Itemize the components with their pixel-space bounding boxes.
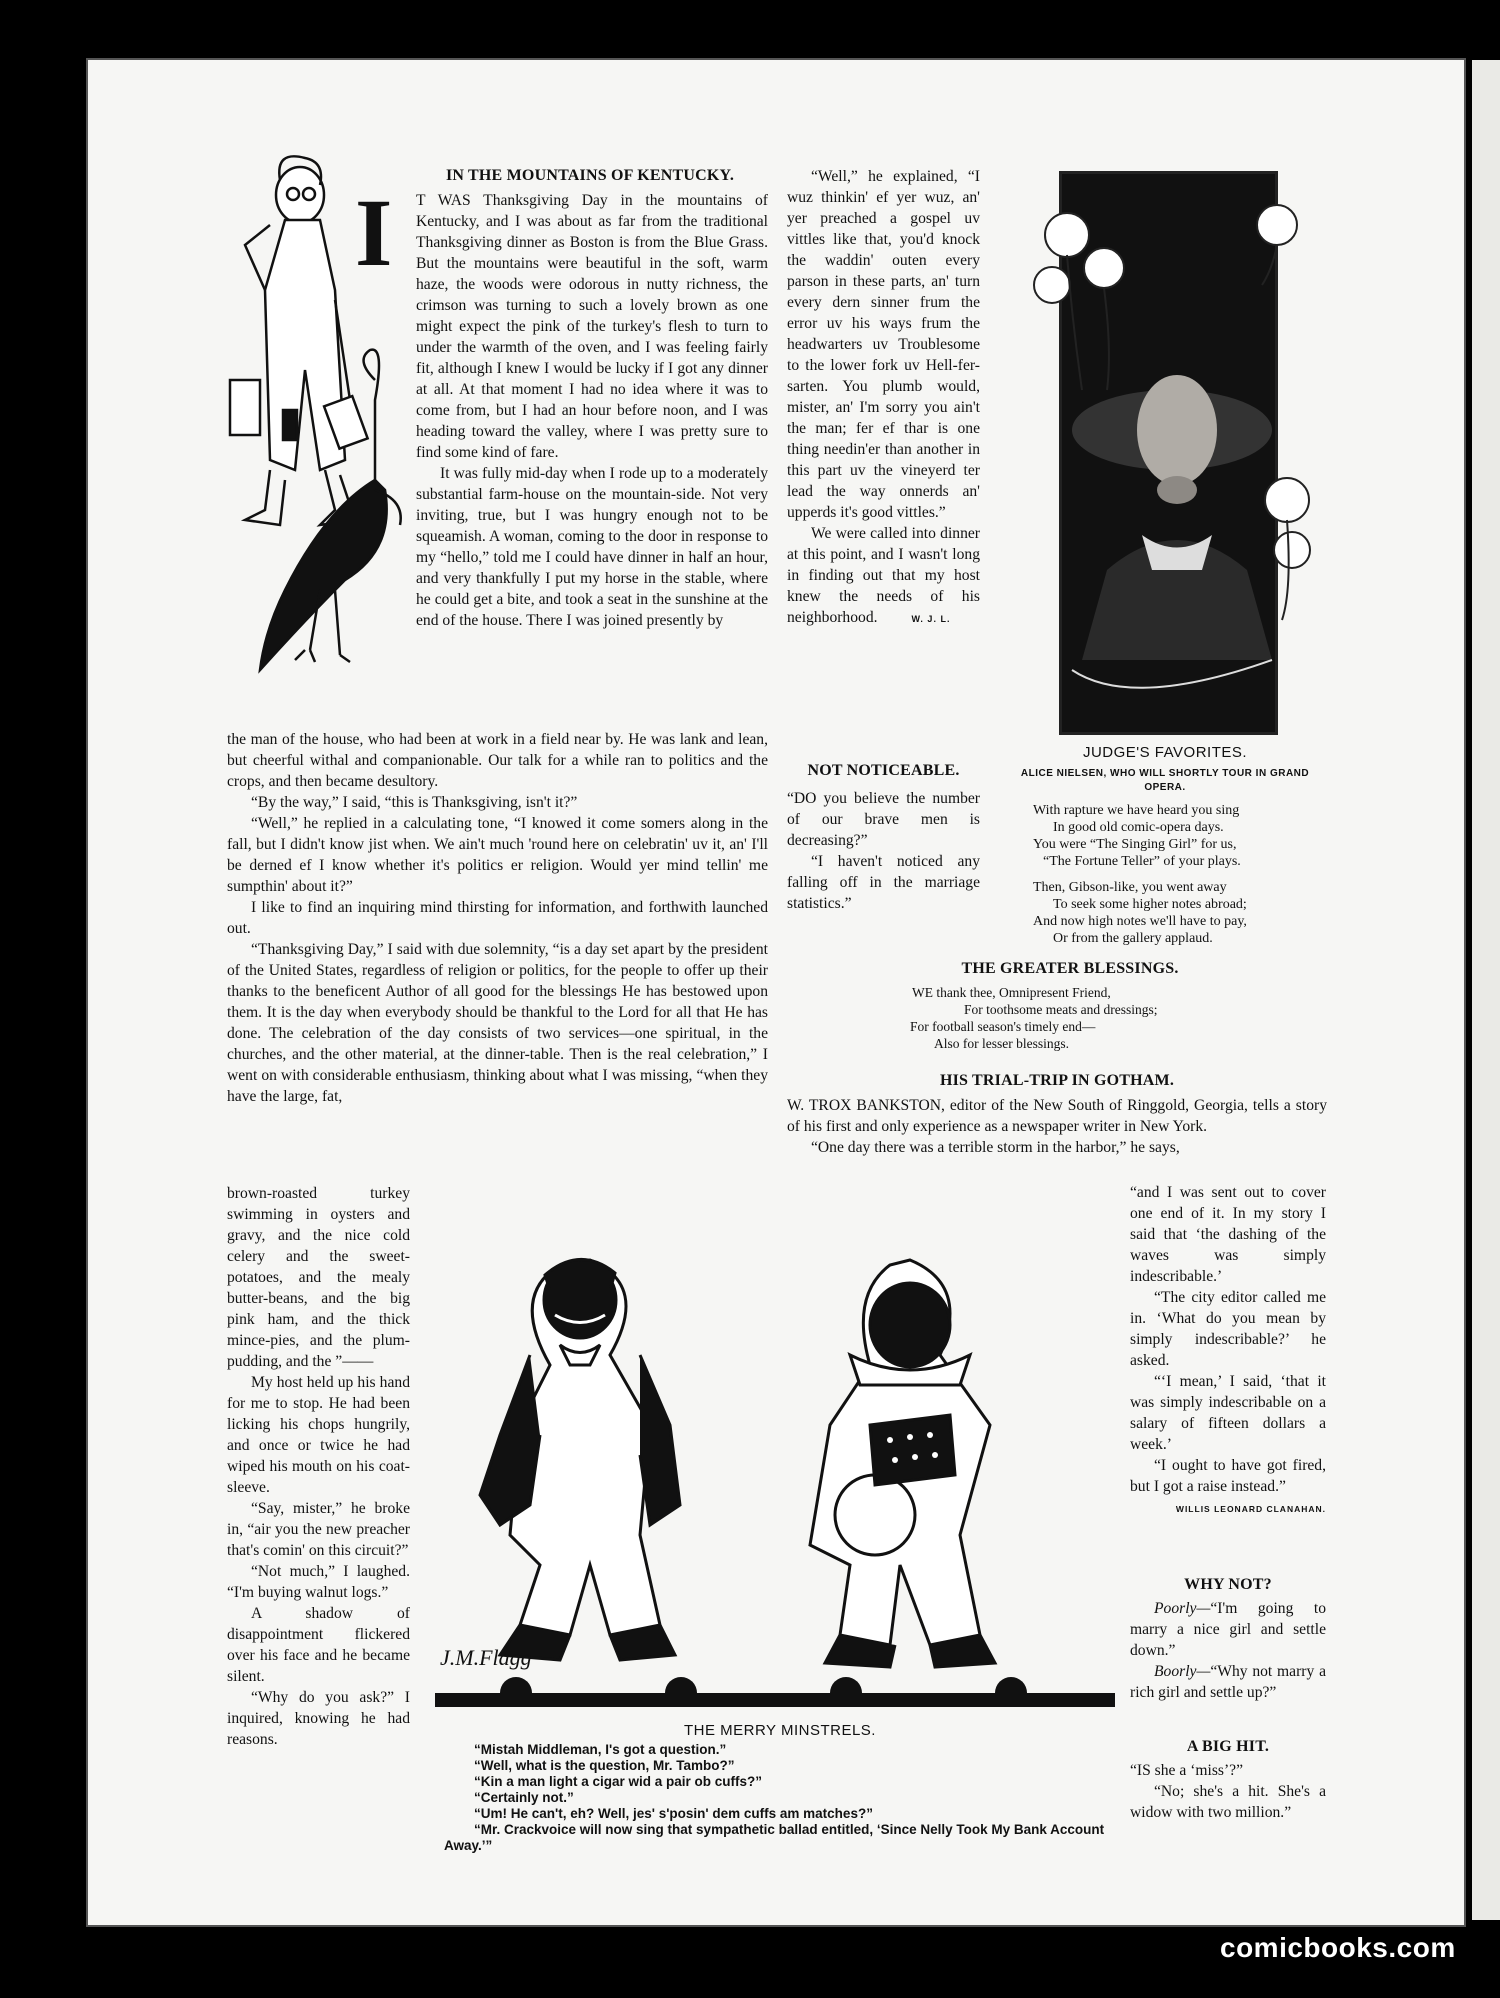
big-hit-para: “IS she a ‘miss’?” (1130, 1762, 1244, 1779)
why-not-para: Poorly—“I'm going to marry a nice girl and settle down.” (1130, 1600, 1326, 1659)
gotham-title: HIS TRIAL-TRIP IN GOTHAM. (939, 1072, 1175, 1089)
poem-line: Then, Gibson-like, you went away (1033, 880, 1227, 895)
drop-cap: I (355, 179, 393, 286)
kentucky-para: I like to find an inquiring mind thirsting for information, and forthwith launched out. (227, 899, 768, 937)
not-noticeable-para: “DO you believe the number of our brave men is decreasing?” (787, 790, 980, 849)
poem-line: WE thank thee, Omnipresent Friend, (912, 985, 1111, 1000)
kentucky-para: the man of the house, who had been at work in a field near by. He was lank and lean, but cheerful withal and companionable. Our talk for a while ran to politics and the crops, and then became desultory. (227, 731, 768, 790)
kentucky-para: “Well,” he replied in a calculating tone, “I knowed it come somers along in the fall, but I didn't know jist when. We ain't much 'round here on celebratin' uv it, an' I'll be derned ef I know whether it's politics er religion. Would yer mind tellin' me sumpthin' about it?” (227, 815, 768, 895)
poem-line: With rapture we have heard you sing (1033, 803, 1240, 818)
gotham-para: “and I was sent out to cover one end of it. In my story I said that ‘the dashing of the waves was simply indescribable.’ (1130, 1184, 1326, 1285)
kentucky-para: “By the way,” I said, “this is Thanksgiving, isn't it?” (251, 794, 578, 811)
poem-line: You were “The Singing Girl” for us, (1033, 837, 1237, 852)
kentucky-para: It was fully mid-day when I rode up to a moderately substantial farm-house on the mountain-side. Not very inviting, true, but I was hungry enough not to be squeamish. A woman, coming to the door in response to my “hello,” told me I could have dinner in half an hour, and very thankfully I put my horse in the stable, where he could get a bite, and took a seat in the sunshine at the end of the house. There I was joined presently by (416, 465, 768, 629)
adjacent-page-edge (1472, 60, 1500, 1920)
poem-line: Or from the gallery applaud. (1053, 931, 1213, 946)
big-hit-para: “No; she's a hit. She's a widow with two million.” (1130, 1783, 1326, 1821)
kentucky-intro (350, 179, 768, 631)
gotham-para: W. TROX BANKSTON, editor of the New South of Ringgold, Georgia, tells a story of his first and only experience as a newspaper writer in New York. (787, 1097, 1327, 1135)
favorites-poem (1005, 802, 1325, 947)
poem-line: For toothsome meats and dressings; (964, 1002, 1158, 1017)
kentucky-para: T WAS Thanksgiving Day in the mountains of Kentucky, and I was about as far from the traditional Thanksgiving dinner as Boston is from the Blue Grass. But the mountains were beautiful in the soft, warm haze, the woods were odorous in nutty richness, the crimson was turning to such a lovely brown as one might expect the pink of the turkey's flesh to turn to under the warmth of the oven, and I was feeling fairly fit, although I knew I would be lucky if I got any dinner at all. At that moment I had no idea where it was to come from, but I had an hour before noon, and I was heading toward the valley, where I was pretty sure to find some kind of fare. (416, 192, 768, 461)
dialogue-line: “Um! He can't, eh? Well, jes' s'posin' dem cuffs am matches?” (474, 1806, 873, 1821)
kentucky-para: My host held up his hand for me to stop. He had been licking his chops hungrily, and once or twice he had wiped his mouth on his coat-sleeve. (227, 1374, 410, 1496)
kentucky-para: “Why do you ask?” I inquired, knowing he had reasons. (227, 1689, 410, 1748)
kentucky-signature: W. J. L. (911, 614, 951, 624)
kentucky-para: “Thanksgiving Day,” I said with due solemnity, “is a day set apart by the president of the United States, regardless of religion or politics, for the people to offer up their thanks to the beneficent Author of all good for the blessings He has bestowed upon them. It is the day when everybody should be thankful to the Lord for all that He has done. The celebration of the day consists of two services—one spiritual, in the churches, and the other material, at the dinner-table. Then is the real celebration,” I went on with considerable enthusiasm, thinking about what I was missing, “when they have the large, fat, (227, 941, 768, 1105)
dialogue-line: “Kin a man light a cigar wid a pair ob cuffs?” (474, 1774, 763, 1789)
alice-nielsen-portrait (1012, 190, 1322, 735)
kentucky-column-two (787, 166, 980, 630)
site-watermark: comicbooks.com (1220, 1932, 1456, 1963)
poem-line: For football season's timely end— (910, 1019, 1096, 1034)
kentucky-para: A shadow of disappointment flickered over his face and he became silent. (227, 1605, 410, 1685)
poem-line: And now high notes we'll have to pay, (1033, 914, 1247, 929)
kentucky-body (227, 729, 768, 1107)
big-hit-title: A BIG HIT. (1186, 1738, 1270, 1755)
dialogue-line: “Well, what is the question, Mr. Tambo?” (474, 1758, 735, 1773)
minstrels-cartoon (430, 1205, 1120, 1717)
dialogue-line: “Mr. Crackvoice will now sing that sympathetic ballad entitled, ‘Since Nelly Took My Bank Account Away.’” (444, 1822, 1105, 1853)
not-noticeable-title: NOT NOTICEABLE. (807, 762, 960, 779)
gotham-body (787, 1095, 1327, 1158)
kentucky-continuation (227, 1183, 410, 1750)
kentucky-para: “Not much,” I laughed. “I'm buying walnut logs.” (227, 1563, 410, 1601)
gotham-para: “I ought to have got fired, but I got a raise instead.” (1130, 1457, 1326, 1495)
kentucky-para: “Well,” he explained, “I wuz thinkin' ef yer wuz, an' yer preached a gospel uv vittles like that, you'd knock the waddin' outen every parson in these parts, an' turn every dern sinner frum the error uv his ways frum the headwarters uv Troublesome to the lower fork uv Hell-fer-sarten. You plumb would, mister, an' I'm sorry you ain't the man; fer ef thar is one thing needin'er than another in this part uv the vineyerd ter lead the way onnerds an' upperds it's good vittles.” (787, 168, 980, 521)
minstrels-dialogue (440, 1742, 1120, 1854)
dialogue-line: “Certainly not.” (474, 1790, 574, 1805)
poem-line: Also for lesser blessings. (934, 1036, 1069, 1051)
kentucky-para: “Say, mister,” he broke in, “air you the new preacher that's comin' on this circuit?” (227, 1500, 410, 1559)
why-not-para: Boorly—“Why not marry a rich girl and settle up?” (1130, 1663, 1326, 1701)
blessings-poem (880, 984, 1260, 1052)
gotham-para: “The city editor called me in. ‘What do you mean by simply indescribable?’ he asked. (1130, 1289, 1326, 1369)
minstrels-title: THE MERRY MINSTRELS. (684, 1722, 876, 1739)
kentucky-title: IN THE MOUNTAINS OF KENTUCKY. (445, 167, 735, 184)
artist-signature: J.M.Flagg (440, 1645, 532, 1670)
gotham-signature: WILLIS LEONARD CLANAHAN. (1175, 1504, 1326, 1514)
why-not-title: WHY NOT? (1184, 1576, 1272, 1593)
poem-line: “The Fortune Teller” of your plays. (1043, 854, 1241, 869)
gotham-continuation (1130, 1182, 1326, 1520)
favorites-title: JUDGE'S FAVORITES. (1082, 744, 1248, 761)
favorites-subtitle: ALICE NIELSEN, WHO WILL SHORTLY TOUR IN GRAND OPERA. (1020, 768, 1310, 793)
gotham-para: “One day there was a terrible storm in the harbor,” he says, (811, 1139, 1180, 1156)
not-noticeable-para: “I haven't noticed any falling off in the marriage statistics.” (787, 853, 980, 912)
kentucky-para: We were called into dinner at this point, and I wasn't long in finding out that my host knew the needs of his neighborhood. W. J. L. (787, 525, 980, 626)
poem-line: To seek some higher notes abroad; (1053, 897, 1247, 912)
kentucky-para: brown-roasted turkey swimming in oysters and gravy, and the nice cold celery and the sweet-potatoes, and the mealy butter-beans, and the big pink ham, and the thick mince-pies, and the plum-pudding, and the ”—— (227, 1185, 410, 1370)
gotham-para: “‘I mean,’ I said, ‘that it was simply indescribable on a salary of fifteen dollars a week.’ (1130, 1373, 1326, 1453)
blessings-title: THE GREATER BLESSINGS. (961, 960, 1179, 977)
poem-line: In good old comic-opera days. (1053, 820, 1224, 835)
dialogue-line: “Mistah Middleman, I's got a question.” (474, 1742, 727, 1757)
